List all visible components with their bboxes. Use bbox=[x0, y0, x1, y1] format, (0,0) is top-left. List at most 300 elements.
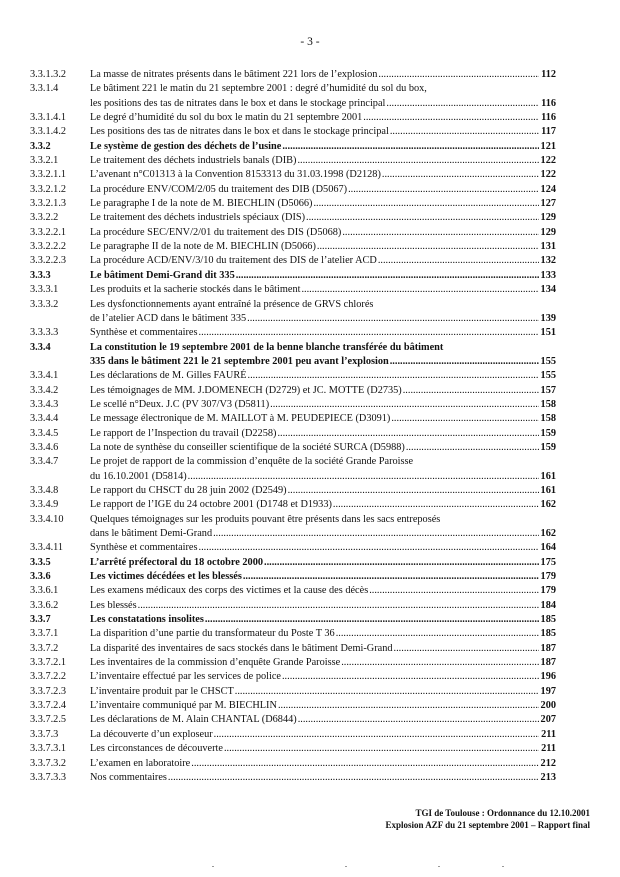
toc-entry-page: 134 bbox=[540, 284, 556, 296]
toc-entry-line bbox=[90, 283, 556, 297]
dot-leader bbox=[298, 713, 539, 727]
toc-entry-page: 175 bbox=[540, 556, 556, 568]
toc-entry-title: L’inventaire communiqué par M. BIECHLIN bbox=[90, 700, 277, 712]
toc-entry-line bbox=[90, 97, 556, 111]
toc-entry-body bbox=[90, 226, 556, 240]
toc-entry-title: Le degré d’humidité du sol du box le matin du 21 septembre 2001 bbox=[90, 112, 363, 124]
toc-entry-body bbox=[90, 484, 556, 498]
toc-entry bbox=[30, 341, 556, 370]
toc-entry-line bbox=[90, 584, 556, 598]
toc-entry-line bbox=[90, 728, 556, 742]
toc-entry-title: La constitution le 19 septembre 2001 de la benne blanche transférée du bâtiment bbox=[90, 341, 444, 353]
toc-entry bbox=[30, 398, 556, 412]
toc-entry bbox=[30, 441, 556, 455]
toc-entry-number: 3.3.5 bbox=[30, 556, 51, 568]
dot-leader bbox=[403, 384, 539, 398]
toc-entry-page: 211 bbox=[541, 743, 556, 755]
toc-entry-number: 3.3.1.4 bbox=[30, 83, 59, 95]
toc-entry bbox=[30, 627, 556, 641]
toc-entry-page: 161 bbox=[540, 484, 556, 496]
toc-entry bbox=[30, 197, 556, 211]
toc-entry-page: 162 bbox=[540, 499, 556, 511]
dot-leader bbox=[378, 254, 539, 268]
toc-entry-line bbox=[90, 771, 556, 785]
toc-entry-line bbox=[90, 570, 556, 584]
toc-entry-page: 116 bbox=[541, 97, 556, 109]
toc-entry-line bbox=[90, 699, 556, 713]
toc-entry bbox=[30, 226, 556, 240]
toc-entry-title: L’avenant n°C01313 à la Convention 8153313 du 31.03.1998 (D2128) bbox=[90, 169, 381, 181]
toc-entry bbox=[30, 484, 556, 498]
toc-entry-line bbox=[90, 412, 556, 426]
toc-entry-body bbox=[90, 713, 556, 727]
dot-leader bbox=[264, 556, 539, 570]
toc-entry-title: Les déclarations de M. Alain CHANTAL (D6844) bbox=[90, 714, 297, 726]
toc-entry-page: 185 bbox=[540, 614, 556, 626]
toc-entry-body bbox=[90, 513, 556, 542]
dot-leader bbox=[336, 627, 539, 641]
toc-entry-number: 3.3.2.2.3 bbox=[30, 255, 67, 267]
toc-entry-title: Les examens médicaux des corps des victimes et la cause des décès bbox=[90, 585, 369, 597]
dot-leader bbox=[378, 68, 539, 82]
toc-entry-body bbox=[90, 269, 556, 283]
toc-entry-line bbox=[90, 513, 556, 527]
toc-entry-title: Le rapport de l’IGE du 24 octobre 2001 (D1748 et D1933) bbox=[90, 499, 332, 511]
toc-entry-number: 3.3.4.7 bbox=[30, 456, 59, 468]
toc-entry-number: 3.3.3.3 bbox=[30, 327, 59, 339]
toc-entry-body bbox=[90, 125, 556, 139]
toc-entry-body bbox=[90, 427, 556, 441]
dot-leader bbox=[369, 584, 539, 598]
toc-entry-body bbox=[90, 613, 556, 627]
dot-leader bbox=[306, 211, 539, 225]
toc-entry-title: Le système de gestion des déchets de l’usine bbox=[90, 140, 282, 152]
dot-leader bbox=[188, 470, 539, 484]
toc-entry-line bbox=[90, 541, 556, 555]
toc-entry-title: Les déclarations de M. Gilles FAURÉ bbox=[90, 370, 247, 382]
dot-leader bbox=[297, 154, 539, 168]
toc-entry-line bbox=[90, 627, 556, 641]
toc-entry-body bbox=[90, 240, 556, 254]
dot-leader bbox=[394, 642, 539, 656]
toc-entry bbox=[30, 326, 556, 340]
toc-entry-number: 3.3.4.5 bbox=[30, 427, 59, 439]
dot-leader bbox=[390, 125, 539, 139]
toc-entry-page: 161 bbox=[540, 470, 556, 482]
toc-entry-title: Les témoignages de MM. J.DOMENECH (D2729) et JC. MOTTE (D2735) bbox=[90, 384, 402, 396]
toc-entry-body bbox=[90, 642, 556, 656]
toc-entry bbox=[30, 642, 556, 656]
dot-leader bbox=[406, 441, 539, 455]
toc-entry-line bbox=[90, 154, 556, 168]
toc-entry-body bbox=[90, 283, 556, 297]
toc-entry-number: 3.3.6 bbox=[30, 571, 51, 583]
toc-entry bbox=[30, 369, 556, 383]
dot-leader bbox=[205, 613, 539, 627]
toc-entry-page: 158 bbox=[540, 398, 556, 410]
toc-entry-body bbox=[90, 656, 556, 670]
toc-entry-title: L’inventaire produit par le CHSCT bbox=[90, 685, 234, 697]
toc-entry-page: 122 bbox=[540, 169, 556, 181]
toc-entry bbox=[30, 154, 556, 168]
toc-entry bbox=[30, 254, 556, 268]
toc-entry-title: de l’atelier ACD dans le bâtiment 335 bbox=[90, 312, 247, 324]
toc-entry bbox=[30, 384, 556, 398]
toc-entry bbox=[30, 269, 556, 283]
toc-entry bbox=[30, 82, 556, 111]
scan-specks bbox=[0, 866, 620, 872]
toc-entry-title: Le bâtiment Demi-Grand dit 335 bbox=[90, 269, 235, 281]
toc-entry-body bbox=[90, 412, 556, 426]
toc-entry-line bbox=[90, 670, 556, 684]
toc-entry-page: 157 bbox=[540, 384, 556, 396]
toc-entry-page: 179 bbox=[540, 571, 556, 583]
toc-entry-body bbox=[90, 111, 556, 125]
toc-entry bbox=[30, 498, 556, 512]
toc-entry-line bbox=[90, 125, 556, 139]
footer-report-line: Explosion AZF du 21 septembre 2001 – Rapport final bbox=[385, 819, 590, 830]
toc-entry-page: 185 bbox=[540, 628, 556, 640]
toc-entry bbox=[30, 713, 556, 727]
dot-leader bbox=[282, 140, 539, 154]
toc-entry-number: 3.3.4.10 bbox=[30, 513, 64, 525]
toc-entry-body bbox=[90, 584, 556, 598]
toc-entry-page: 124 bbox=[540, 183, 556, 195]
toc-entry-title: L’inventaire effectué par les services de police bbox=[90, 671, 281, 683]
dot-leader bbox=[236, 269, 539, 283]
toc-entry-number: 3.3.7.3.1 bbox=[30, 743, 67, 755]
toc-entry-page: 116 bbox=[541, 112, 556, 124]
toc-entry-body bbox=[90, 341, 556, 370]
toc-entry-number: 3.3.1.3.2 bbox=[30, 69, 67, 80]
toc-entry-title: Le projet de rapport de la commission d’enquête de la société Grande Paroisse bbox=[90, 456, 414, 468]
toc-entry-line bbox=[90, 498, 556, 512]
toc-entry-title: Les constatations insolites bbox=[90, 614, 204, 626]
toc-entry-number: 3.3.7.2.2 bbox=[30, 671, 67, 683]
toc-entry-body bbox=[90, 140, 556, 154]
toc-entry-body bbox=[90, 599, 556, 613]
toc-entry bbox=[30, 455, 556, 484]
toc-entry-line bbox=[90, 211, 556, 225]
toc-entry-line bbox=[90, 140, 556, 154]
toc-entry-page: 197 bbox=[540, 685, 556, 697]
toc-entry-line bbox=[90, 341, 556, 355]
toc-entry-page: 112 bbox=[541, 69, 556, 80]
toc-entry-number: 3.3.2.1.3 bbox=[30, 198, 67, 210]
toc-entry-body bbox=[90, 197, 556, 211]
toc-entry-title: La procédure ACD/ENV/3/10 du traitement des DIS de l’atelier ACD bbox=[90, 255, 377, 267]
toc-entry-body bbox=[90, 771, 556, 785]
dot-leader bbox=[168, 771, 539, 785]
toc-entry-line bbox=[90, 326, 556, 340]
toc-entry-title: Le traitement des déchets industriels banals (DIB) bbox=[90, 155, 297, 167]
toc-entry-title: L’arrêté préfectoral du 18 octobre 2000 bbox=[90, 556, 263, 568]
toc-entry-line bbox=[90, 384, 556, 398]
toc-entry-line bbox=[90, 642, 556, 656]
dot-leader bbox=[224, 742, 539, 756]
dot-leader bbox=[342, 226, 539, 240]
toc-entry-number: 3.3.4 bbox=[30, 341, 51, 353]
toc-entry-number: 3.3.4.8 bbox=[30, 484, 59, 496]
toc-entry bbox=[30, 111, 556, 125]
toc-entry-number: 3.3.2.1 bbox=[30, 155, 59, 167]
toc-entry bbox=[30, 68, 556, 82]
dot-leader bbox=[270, 398, 539, 412]
toc-entry-number: 3.3.4.6 bbox=[30, 441, 59, 453]
toc-entry-page: 131 bbox=[540, 241, 556, 253]
toc-entry-body bbox=[90, 541, 556, 555]
toc-entry bbox=[30, 656, 556, 670]
toc-entry-number: 3.3.7.2.5 bbox=[30, 714, 67, 726]
toc-entry bbox=[30, 757, 556, 771]
toc-entry-title: Le message électronique de M. MAILLOT à M. PEUDEPIECE (D3091) bbox=[90, 413, 391, 425]
toc-entry-title: Les victimes décédées et les blessés bbox=[90, 571, 242, 583]
toc-entry-title: La disparition d’une partie du transformateur du Poste T 36 bbox=[90, 628, 335, 640]
dot-leader bbox=[247, 312, 539, 326]
toc-entry-title: Le paragraphe I de la note de M. BIECHLIN (D5066) bbox=[90, 198, 313, 210]
toc-entry-title: les positions des tas de nitrates dans le box et dans le stockage principal bbox=[90, 97, 386, 109]
toc-entry-page: 129 bbox=[540, 226, 556, 238]
toc-entry-page: 187 bbox=[540, 642, 556, 654]
toc-entry-body bbox=[90, 326, 556, 340]
toc-entry-body bbox=[90, 168, 556, 182]
toc-entry-page: 200 bbox=[540, 700, 556, 712]
toc-entry-body bbox=[90, 384, 556, 398]
toc-entry bbox=[30, 541, 556, 555]
footer-court-line: TGI de Toulouse : Ordonnance du 12.10.2001 bbox=[415, 808, 590, 818]
toc-entry-number: 3.3.4.1 bbox=[30, 370, 59, 382]
dot-leader bbox=[348, 183, 539, 197]
toc-entry-line bbox=[90, 613, 556, 627]
toc-entry-number: 3.3.3.1 bbox=[30, 284, 59, 296]
toc-entry-line bbox=[90, 226, 556, 240]
toc-entry-page: 211 bbox=[541, 728, 556, 740]
toc-entry-page: 207 bbox=[540, 714, 556, 726]
toc-entry-page: 159 bbox=[540, 441, 556, 453]
dot-leader bbox=[333, 498, 539, 512]
dot-leader bbox=[301, 283, 539, 297]
toc-entry-body bbox=[90, 699, 556, 713]
toc-entry bbox=[30, 584, 556, 598]
toc-entry-body bbox=[90, 211, 556, 225]
toc-entry-number: 3.3.2.2 bbox=[30, 212, 59, 224]
toc-entry-line bbox=[90, 398, 556, 412]
toc-entry-title: Synthèse et commentaires bbox=[90, 327, 198, 339]
document-footer bbox=[385, 808, 590, 831]
toc-entry-number: 3.3.4.9 bbox=[30, 499, 59, 511]
toc-entry-number: 3.3.7.2.3 bbox=[30, 685, 67, 697]
toc-entry-line bbox=[90, 441, 556, 455]
toc-entry-title: Les inventaires de la commission d’enquête Grande Paroisse bbox=[90, 657, 341, 669]
toc-entry-body bbox=[90, 369, 556, 383]
toc-entry-title: Le rapport du CHSCT du 28 juin 2002 (D2549) bbox=[90, 484, 287, 496]
dot-leader bbox=[243, 570, 539, 584]
toc-entry-line bbox=[90, 527, 556, 541]
dot-leader bbox=[288, 484, 539, 498]
toc-entry-page: 159 bbox=[540, 427, 556, 439]
toc-entry-line bbox=[90, 369, 556, 383]
toc-entry-title: Les blessés bbox=[90, 599, 137, 611]
toc-entry-line bbox=[90, 757, 556, 771]
toc-entry-body bbox=[90, 154, 556, 168]
toc-entry-body bbox=[90, 398, 556, 412]
toc-entry-title: du 16.10.2001 (D5814) bbox=[90, 470, 187, 482]
toc-entry-line bbox=[90, 484, 556, 498]
toc-entry-title: dans le bâtiment Demi-Grand bbox=[90, 528, 213, 539]
toc-entry-title: La masse de nitrates présents dans le bâtiment 221 lors de l’explosion bbox=[90, 69, 378, 80]
toc-entry-number: 3.3.3 bbox=[30, 269, 51, 281]
toc-entry-page: 196 bbox=[540, 671, 556, 683]
toc-entry-body bbox=[90, 183, 556, 197]
table-of-contents bbox=[30, 68, 556, 785]
toc-entry bbox=[30, 556, 556, 570]
toc-entry-line bbox=[90, 197, 556, 211]
toc-entry-number: 3.3.4.11 bbox=[30, 542, 64, 554]
dot-leader bbox=[386, 97, 539, 111]
toc-entry-title: La découverte d’un exploseur bbox=[90, 728, 213, 740]
toc-entry-body bbox=[90, 670, 556, 684]
toc-entry-number: 3.3.4.3 bbox=[30, 398, 59, 410]
toc-entry-title: Le rapport de l’Inspection du travail (D2258) bbox=[90, 427, 277, 439]
toc-entry-line bbox=[90, 470, 556, 484]
dot-leader bbox=[282, 670, 539, 684]
dot-leader bbox=[391, 412, 539, 426]
toc-entry-title: La note de synthèse du conseiller scientifique de la société SURCA (D5988) bbox=[90, 441, 405, 453]
toc-entry-number: 3.3.7.3.2 bbox=[30, 757, 67, 769]
page-number: - 3 - bbox=[300, 36, 320, 48]
toc-entry-title: Quelques témoignages sur les produits pouvant être présents dans les sacs entreposés bbox=[90, 513, 441, 525]
toc-entry-body bbox=[90, 742, 556, 756]
toc-entry-title: Synthèse et commentaires bbox=[90, 542, 198, 554]
toc-entry-number: 3.3.7.1 bbox=[30, 628, 59, 640]
toc-entry-page: 158 bbox=[540, 413, 556, 425]
toc-entry-number: 3.3.7 bbox=[30, 614, 51, 626]
toc-entry-number: 3.3.1.4.2 bbox=[30, 126, 67, 138]
toc-entry-number: 3.3.1.4.1 bbox=[30, 112, 67, 124]
toc-entry-number: 3.3.3.2 bbox=[30, 298, 59, 310]
toc-entry-line bbox=[90, 685, 556, 699]
toc-entry-body bbox=[90, 298, 556, 327]
toc-entry-page: 122 bbox=[540, 155, 556, 167]
toc-entry bbox=[30, 168, 556, 182]
toc-entry-line bbox=[90, 183, 556, 197]
toc-entry bbox=[30, 728, 556, 742]
toc-entry bbox=[30, 283, 556, 297]
toc-entry-line bbox=[90, 427, 556, 441]
toc-entry-page: 155 bbox=[540, 370, 556, 382]
toc-entry-body bbox=[90, 254, 556, 268]
toc-entry-number: 3.3.7.2 bbox=[30, 642, 59, 654]
toc-entry-line bbox=[90, 656, 556, 670]
dot-leader bbox=[138, 599, 539, 613]
toc-entry-number: 3.3.2.1.1 bbox=[30, 169, 67, 181]
dot-leader bbox=[382, 168, 539, 182]
toc-entry-page: 155 bbox=[540, 355, 556, 367]
toc-entry bbox=[30, 513, 556, 542]
toc-entry-title: Les circonstances de découverte bbox=[90, 743, 223, 755]
toc-entry bbox=[30, 183, 556, 197]
toc-entry-line bbox=[90, 168, 556, 182]
toc-entry-title: Le scellé n°Deux. J.C (PV 307/V3 (D5811) bbox=[90, 398, 270, 410]
toc-entry-title: Le traitement des déchets industriels spéciaux (DIS) bbox=[90, 212, 306, 224]
toc-entry-body bbox=[90, 498, 556, 512]
toc-entry-line bbox=[90, 254, 556, 268]
toc-entry-title: Le paragraphe II de la note de M. BIECHLIN (D5066) bbox=[90, 241, 316, 253]
toc-entry bbox=[30, 140, 556, 154]
toc-entry-line bbox=[90, 455, 556, 469]
toc-entry bbox=[30, 125, 556, 139]
toc-entry-page: 162 bbox=[540, 528, 556, 539]
toc-entry-line bbox=[90, 742, 556, 756]
toc-entry-line bbox=[90, 556, 556, 570]
toc-entry-number: 3.3.6.2 bbox=[30, 599, 59, 611]
dot-leader bbox=[213, 527, 539, 541]
toc-entry-line bbox=[90, 111, 556, 125]
dot-leader bbox=[341, 656, 539, 670]
toc-entry-body bbox=[90, 68, 556, 82]
toc-entry-number: 3.3.7.3.3 bbox=[30, 771, 67, 783]
toc-entry bbox=[30, 412, 556, 426]
toc-entry-number: 3.3.7.2.1 bbox=[30, 657, 67, 669]
toc-entry-body bbox=[90, 556, 556, 570]
toc-entry-page: 164 bbox=[540, 542, 556, 554]
toc-entry-page: 127 bbox=[540, 198, 556, 210]
toc-entry-number: 3.3.7.3 bbox=[30, 728, 59, 740]
toc-entry-page: 117 bbox=[541, 126, 556, 138]
dot-leader bbox=[390, 355, 539, 369]
toc-entry-body bbox=[90, 728, 556, 742]
toc-entry-page: 132 bbox=[540, 255, 556, 267]
toc-entry-body bbox=[90, 455, 556, 484]
toc-entry-title: Les produits et la sacherie stockés dans le bâtiment bbox=[90, 284, 301, 296]
toc-entry bbox=[30, 599, 556, 613]
toc-entry-line bbox=[90, 68, 556, 82]
toc-entry-page: 179 bbox=[540, 585, 556, 597]
toc-entry bbox=[30, 670, 556, 684]
dot-leader bbox=[199, 541, 539, 555]
toc-entry-number: 3.3.2 bbox=[30, 140, 51, 152]
toc-entry-line bbox=[90, 355, 556, 369]
dot-leader bbox=[317, 240, 539, 254]
toc-entry-line bbox=[90, 240, 556, 254]
toc-entry bbox=[30, 742, 556, 756]
dot-leader bbox=[313, 197, 539, 211]
dot-leader bbox=[277, 427, 539, 441]
toc-entry-title: Nos commentaires bbox=[90, 771, 167, 783]
toc-entry-page: 151 bbox=[540, 327, 556, 339]
toc-entry-line bbox=[90, 312, 556, 326]
toc-entry bbox=[30, 685, 556, 699]
toc-entry-page: 184 bbox=[540, 599, 556, 611]
toc-entry-body bbox=[90, 441, 556, 455]
toc-entry-title: La disparité des inventaires de sacs stockés dans le bâtiment Demi-Grand bbox=[90, 642, 393, 654]
toc-entry-page: 121 bbox=[540, 140, 556, 152]
dot-leader bbox=[214, 728, 539, 742]
toc-entry-page: 129 bbox=[540, 212, 556, 224]
toc-entry-page: 212 bbox=[540, 757, 556, 769]
toc-entry-number: 3.3.2.1.2 bbox=[30, 183, 67, 195]
toc-entry bbox=[30, 771, 556, 785]
toc-entry-title: 335 dans le bâtiment 221 le 21 septembre 2001 peu avant l’explosion bbox=[90, 355, 389, 367]
toc-entry-title: Le bâtiment 221 le matin du 21 septembre 2001 : degré d’humidité du sol du box, bbox=[90, 83, 427, 95]
dot-leader bbox=[278, 699, 539, 713]
toc-entry bbox=[30, 427, 556, 441]
toc-entry-title: Les positions des tas de nitrates dans le box et dans le stockage principal bbox=[90, 126, 389, 138]
toc-entry-number: 3.3.4.2 bbox=[30, 384, 59, 396]
toc-entry-body bbox=[90, 570, 556, 584]
toc-entry-title: L’examen en laboratoire bbox=[90, 757, 191, 769]
toc-entry-number: 3.3.2.2.1 bbox=[30, 226, 67, 238]
